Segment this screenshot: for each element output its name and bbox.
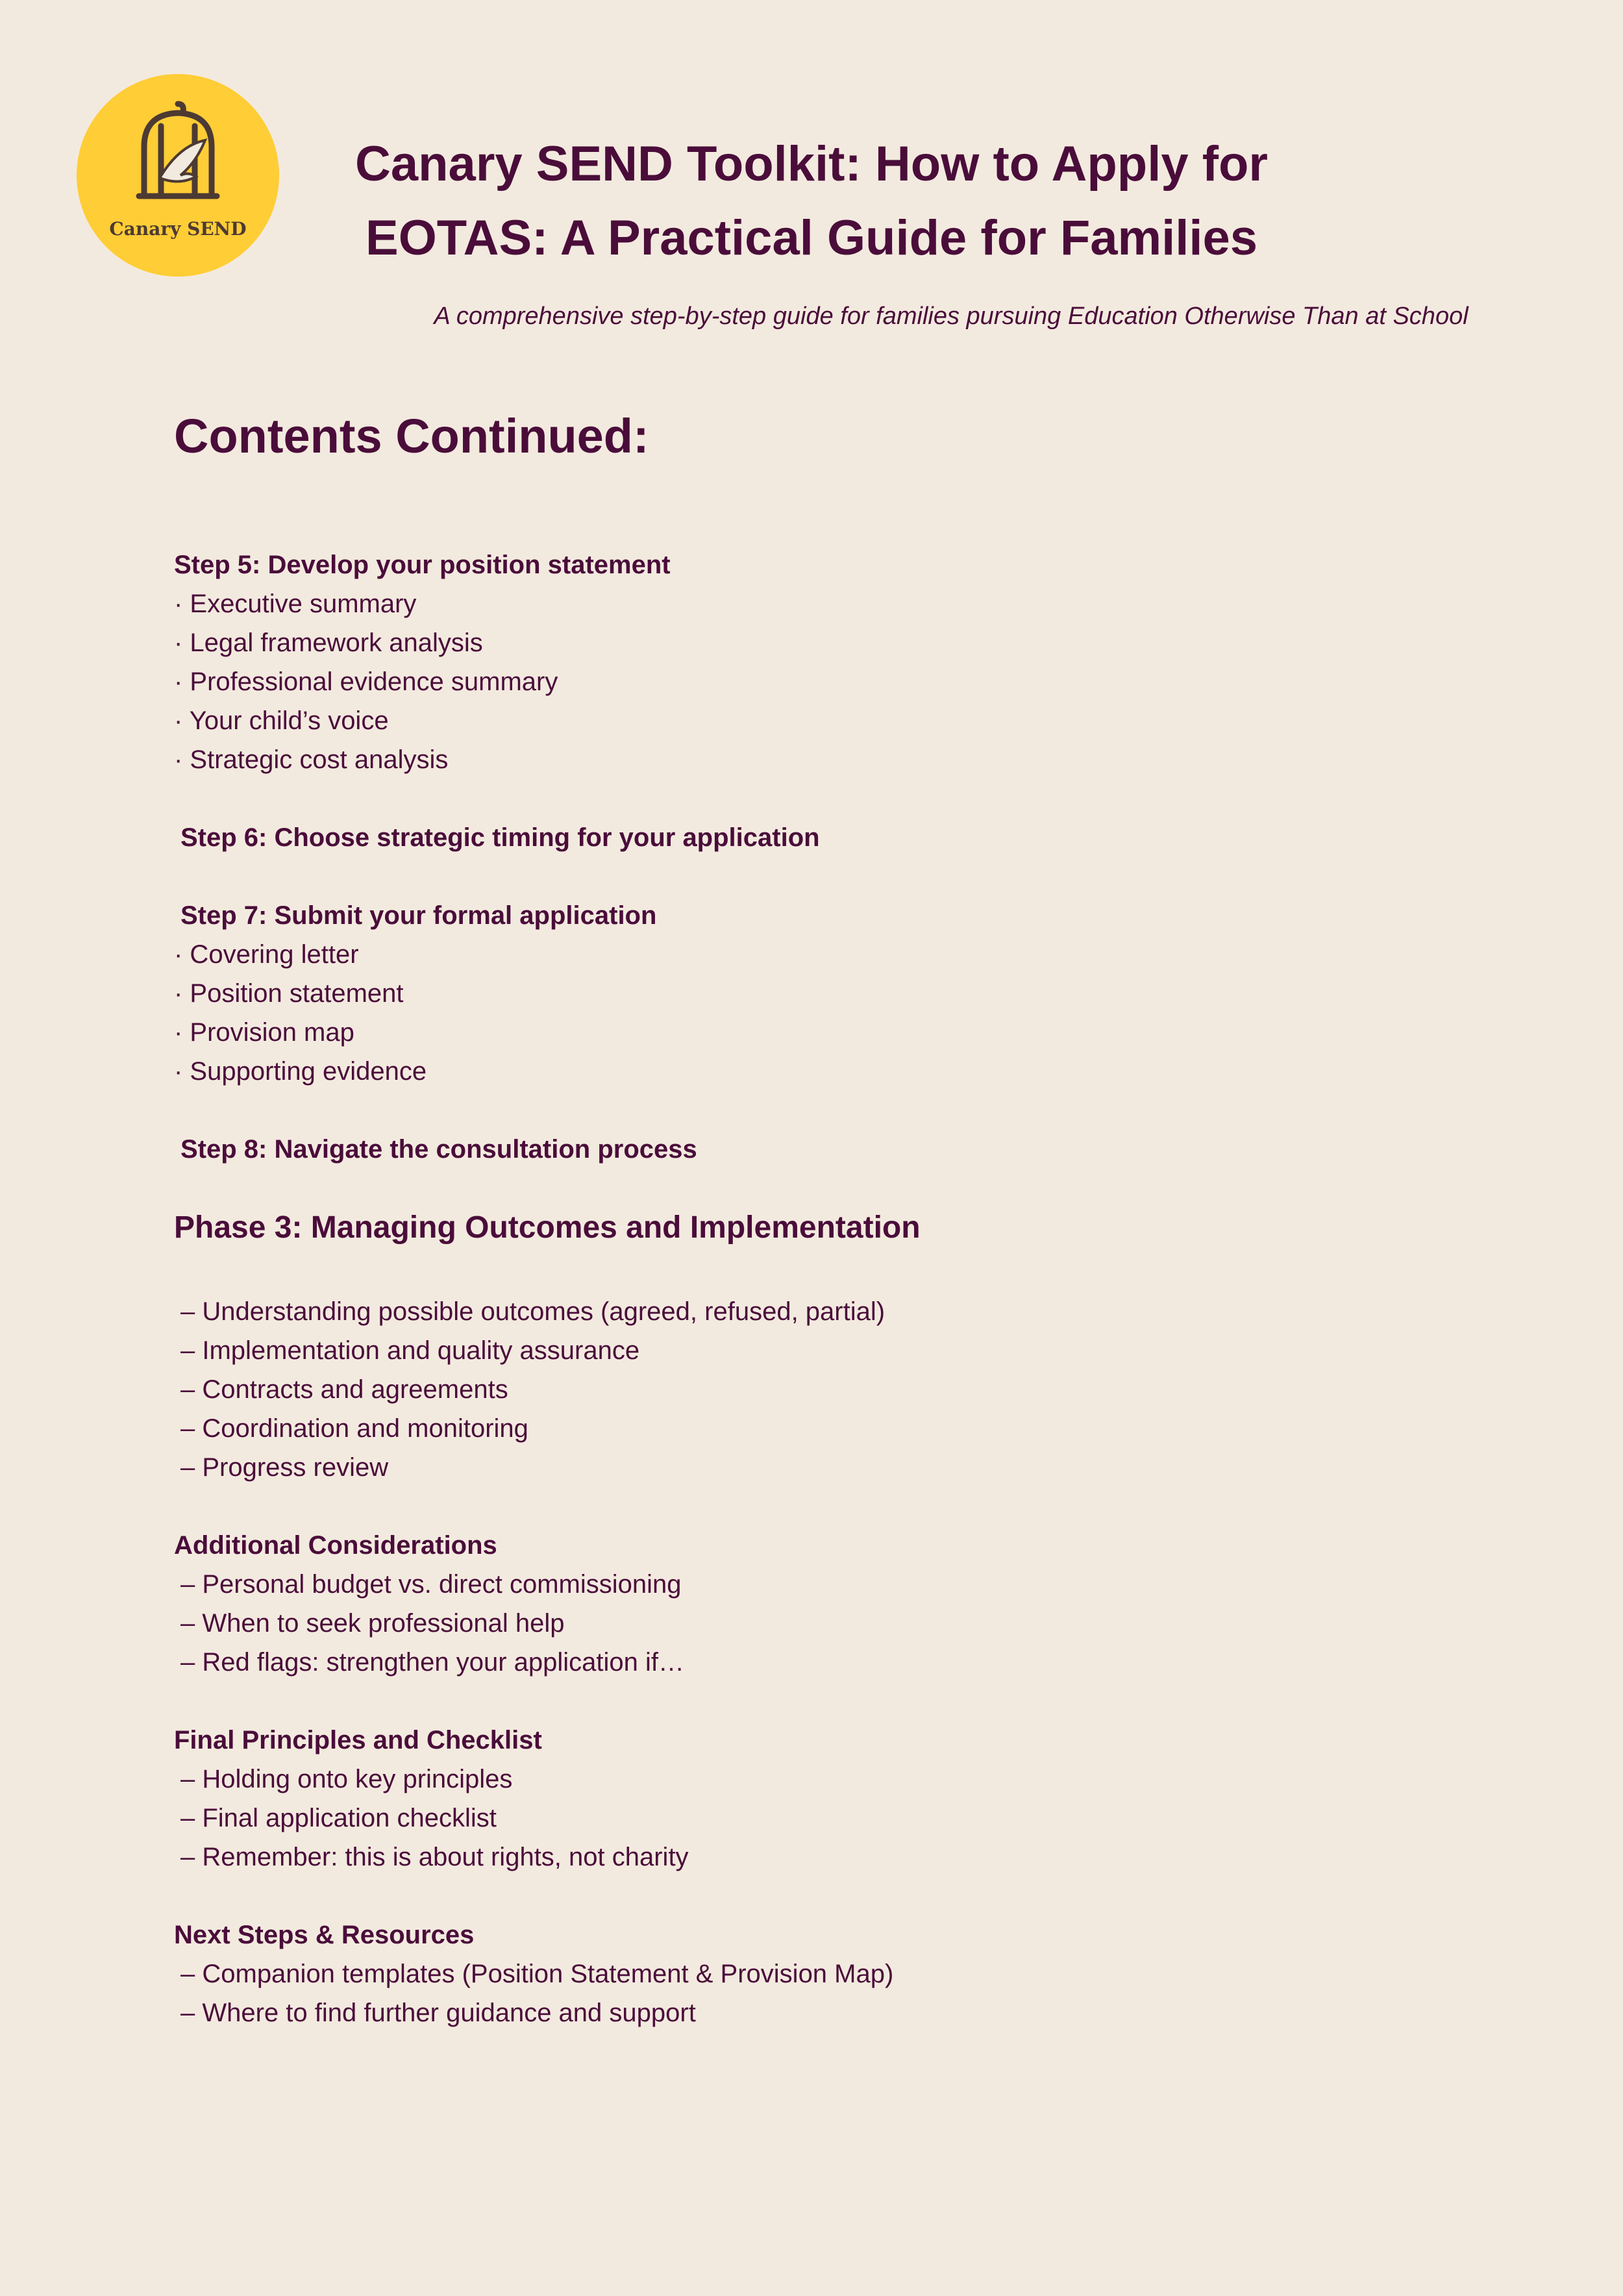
list-item: · Covering letter bbox=[174, 940, 359, 969]
step7-title: Step 7: Submit your formal application bbox=[180, 901, 657, 930]
list-item: · Executive summary bbox=[174, 590, 417, 618]
list-item: – Implementation and quality assurance bbox=[180, 1336, 640, 1365]
list-item: – Progress review bbox=[180, 1453, 389, 1482]
additional-considerations-heading: Additional Considerations bbox=[174, 1531, 497, 1560]
list-item: · Position statement bbox=[174, 979, 404, 1008]
step6-title: Step 6: Choose strategic timing for your application bbox=[180, 823, 820, 852]
list-item: – Holding onto key principles bbox=[180, 1765, 513, 1793]
list-item: · Your child’s voice bbox=[174, 706, 389, 735]
logo-text: Canary SEND bbox=[109, 218, 247, 240]
list-item: – Contracts and agreements bbox=[180, 1375, 508, 1404]
page-subtitle: A comprehensive step-by-step guide for families pursuing Education Otherwise Than at School bbox=[434, 303, 1468, 330]
list-item: – Personal budget vs. direct commissioning bbox=[180, 1570, 682, 1599]
list-item: – Red flags: strengthen your application if… bbox=[180, 1648, 684, 1677]
canary-send-logo bbox=[77, 74, 279, 277]
list-item: – Where to find further guidance and support bbox=[180, 1999, 696, 2027]
contents-heading: Contents Continued: bbox=[174, 409, 649, 463]
title-line-2: EOTAS: A Practical Guide for Families bbox=[365, 210, 1258, 266]
list-item: – Remember: this is about rights, not charity bbox=[180, 1843, 689, 1871]
list-item: – Understanding possible outcomes (agreed, refused, partial) bbox=[180, 1297, 886, 1326]
list-item: – Final application checklist bbox=[180, 1804, 497, 1832]
list-item: · Provision map bbox=[174, 1018, 354, 1047]
list-item: · Legal framework analysis bbox=[174, 629, 483, 657]
step5-title: Step 5: Develop your position statement bbox=[174, 551, 671, 579]
step8-title: Step 8: Navigate the consultation process bbox=[180, 1135, 697, 1164]
list-item: · Strategic cost analysis bbox=[174, 745, 449, 774]
page-title bbox=[286, 127, 1337, 275]
final-principles-heading: Final Principles and Checklist bbox=[174, 1726, 542, 1754]
birdcage-icon bbox=[134, 100, 222, 204]
title-line-1: Canary SEND Toolkit: How to Apply for bbox=[354, 136, 1269, 192]
list-item: – When to seek professional help bbox=[180, 1609, 565, 1638]
phase3-heading: Phase 3: Managing Outcomes and Implementation bbox=[174, 1210, 921, 1245]
list-item: · Professional evidence summary bbox=[174, 668, 558, 696]
next-steps-heading: Next Steps & Resources bbox=[174, 1921, 475, 1949]
list-item: – Companion templates (Position Statement & Provision Map) bbox=[180, 1960, 894, 1988]
list-item: – Coordination and monitoring bbox=[180, 1414, 528, 1443]
list-item: · Supporting evidence bbox=[174, 1057, 427, 1086]
